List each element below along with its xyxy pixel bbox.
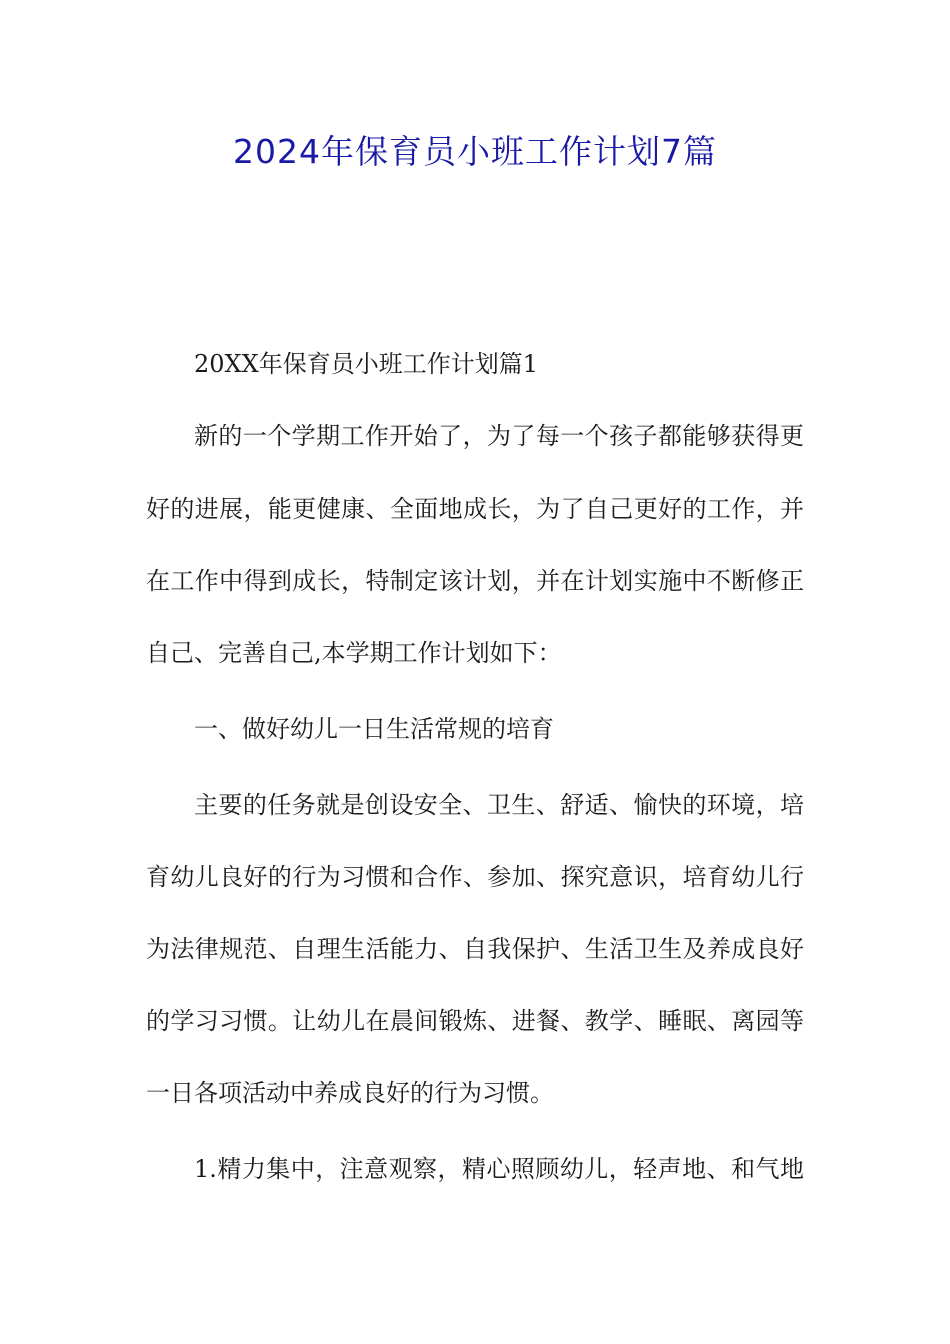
paragraph-2-line-3: 为法律规范、自理生活能力、自我保护、生活卫生及养成良好 [146, 935, 804, 963]
paragraph-1-line-3: 在工作中得到成长，特制定该计划，并在计划实施中不断修正 [146, 567, 804, 595]
paragraph-1-line-4: 自己、完善自己,本学期工作计划如下： [146, 639, 562, 667]
document-title: 2024年保育员小班工作计划7篇 [233, 132, 717, 171]
item-1-line-1: 1.精力集中，注意观察，精心照顾幼儿，轻声地、和气地 [194, 1155, 804, 1183]
paragraph-2-line-2: 育幼儿良好的行为习惯和合作、参加、探究意识，培育幼儿行 [146, 863, 804, 891]
section-heading: 20XX年保育员小班工作计划篇1 [194, 350, 538, 378]
paragraph-1-line-2: 好的进展，能更健康、全面地成长，为了自己更好的工作，并 [146, 495, 804, 523]
paragraph-2-line-5: 一日各项活动中养成良好的行为习惯。 [146, 1079, 554, 1107]
paragraph-1-line-1: 新的一个学期工作开始了，为了每一个孩子都能够获得更 [194, 422, 804, 450]
paragraph-2-line-1: 主要的任务就是创设安全、卫生、舒适、愉快的环境，培 [194, 791, 804, 819]
paragraph-2-line-4: 的学习习惯。让幼儿在晨间锻炼、进餐、教学、睡眠、离园等 [146, 1007, 804, 1035]
subheading-1: 一、做好幼儿一日生活常规的培育 [194, 715, 554, 743]
